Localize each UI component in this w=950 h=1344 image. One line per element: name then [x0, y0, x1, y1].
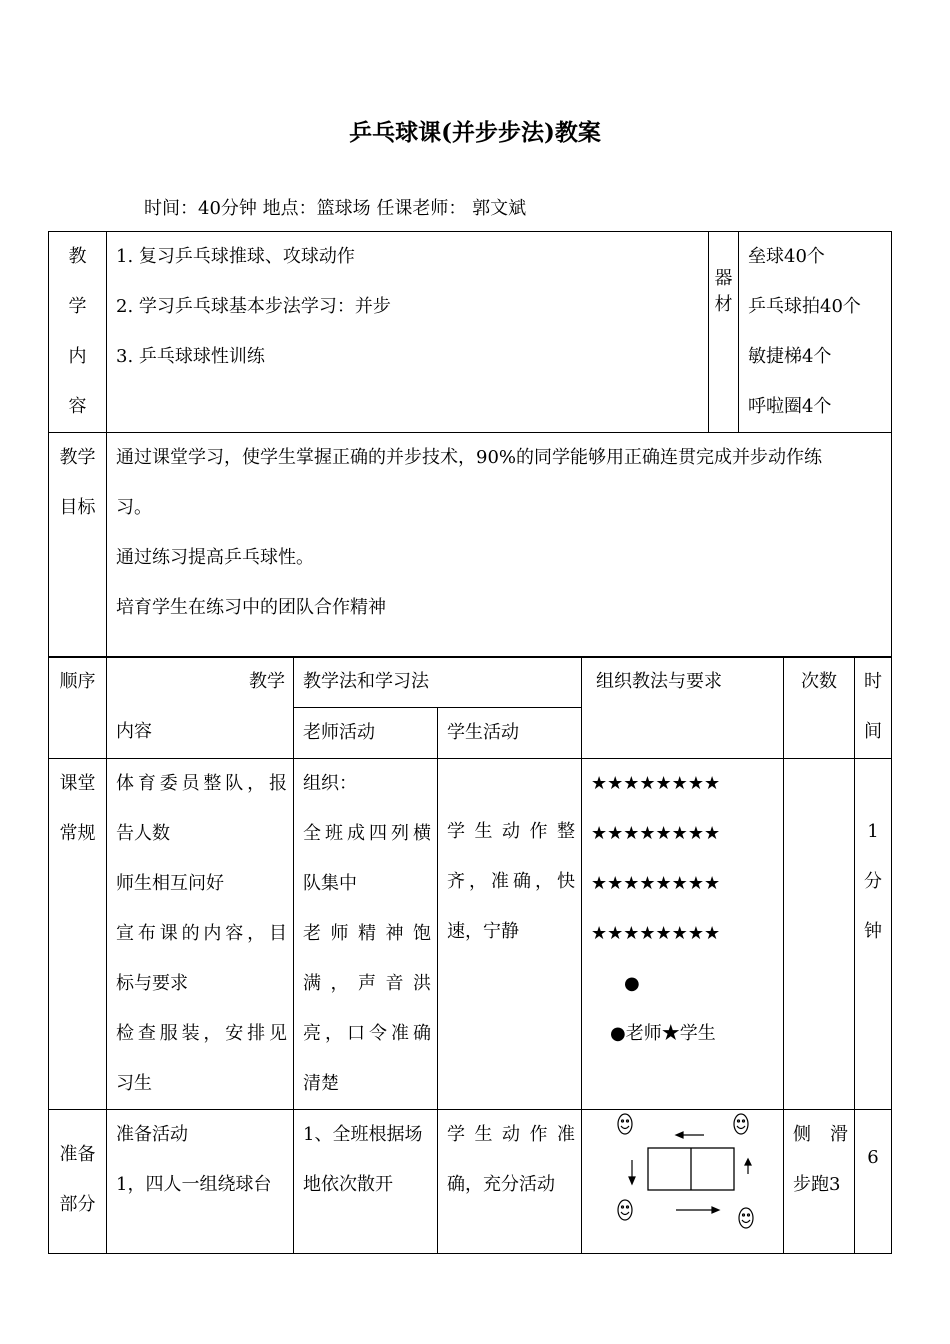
ping-pong-table	[648, 1148, 734, 1190]
teacher-dot: ●	[624, 973, 640, 994]
arrow-down-icon	[629, 1160, 635, 1184]
student-row: ★★★★★★★★	[591, 823, 721, 844]
arrow-left-icon	[676, 1132, 704, 1138]
equipment-list: 垒球40个 乒乓球拍40个 敏捷梯4个 呼啦圈4个	[739, 232, 892, 433]
header-time: 时 间	[855, 657, 892, 759]
warmup-content: 准备活动 1，四人一组绕球台	[107, 1110, 294, 1254]
routine-content: 体育委员整队，报 告人数 师生相互问好 宣布课的内容，目 标与要求 检查服装，安排见 习生	[107, 759, 294, 1110]
arrow-right-icon	[676, 1207, 719, 1213]
table-circuit-diagram	[582, 1110, 784, 1254]
header-order: 顺序	[49, 657, 107, 759]
page-title: 乒乓球课(并步步法)教案	[349, 119, 601, 146]
smiley-icon	[618, 1114, 632, 1134]
smiley-icon	[618, 1200, 632, 1220]
smiley-icon	[739, 1208, 753, 1228]
routine-student: 学生动作整 齐，准确，快 速，宁静	[438, 759, 582, 1110]
goals-label: 教学 目标	[49, 433, 107, 658]
arrow-up-icon	[745, 1159, 751, 1174]
header-teacher: 老师活动	[294, 708, 438, 759]
formation-legend: ●老师★学生	[610, 1023, 716, 1044]
student-row: ★★★★★★★★	[591, 873, 721, 894]
circuit-svg	[582, 1110, 782, 1230]
content-items: 1. 复习乒乓球推球、攻球动作 2. 学习乒乓球基本步法学习：并步 3. 乒乓球球性训练	[107, 232, 709, 433]
header-student: 学生活动	[438, 708, 582, 759]
equipment-label: 器 材	[709, 232, 739, 433]
warmup-student: 学生动作准 确，充分活动	[438, 1110, 582, 1254]
content-table	[48, 231, 892, 658]
lesson-table	[48, 656, 892, 1254]
student-row: ★★★★★★★★	[591, 773, 721, 794]
header-method: 教学法和学习法	[294, 657, 582, 708]
header-content: 教学 内容	[107, 657, 294, 759]
routine-count	[784, 759, 855, 1110]
goals-text: 通过课堂学习，使学生掌握正确的并步技术，90%的同学能够用正确连贯完成并步动作练 习。 通过练习提高乒乓球性。 培育学生在练习中的团队合作精神	[107, 433, 892, 658]
warmup-time: 6	[855, 1110, 892, 1254]
routine-teacher: 组织： 全班成四列横 队集中 老师精神饱 满，声音洪 亮，口令准确 清楚	[294, 759, 438, 1110]
warmup-count: 侧 滑 步跑3	[784, 1110, 855, 1254]
header-count: 次数	[784, 657, 855, 759]
header-org: 组织教法与要求	[582, 657, 784, 759]
routine-time: 1 分 钟	[855, 759, 892, 1110]
lesson-meta: 时间：40分钟 地点：篮球场 任课老师： 郭文斌	[144, 198, 527, 219]
smiley-icon	[734, 1114, 748, 1134]
warmup-teacher: 1、全班根据场 地依次散开	[294, 1110, 438, 1254]
content-label: 教 学 内 容	[49, 232, 107, 433]
routine-label: 课堂 常规	[49, 759, 107, 1110]
student-row: ★★★★★★★★	[591, 923, 721, 944]
warmup-label: 准备 部分	[49, 1110, 107, 1254]
formation-diagram	[582, 759, 784, 1110]
